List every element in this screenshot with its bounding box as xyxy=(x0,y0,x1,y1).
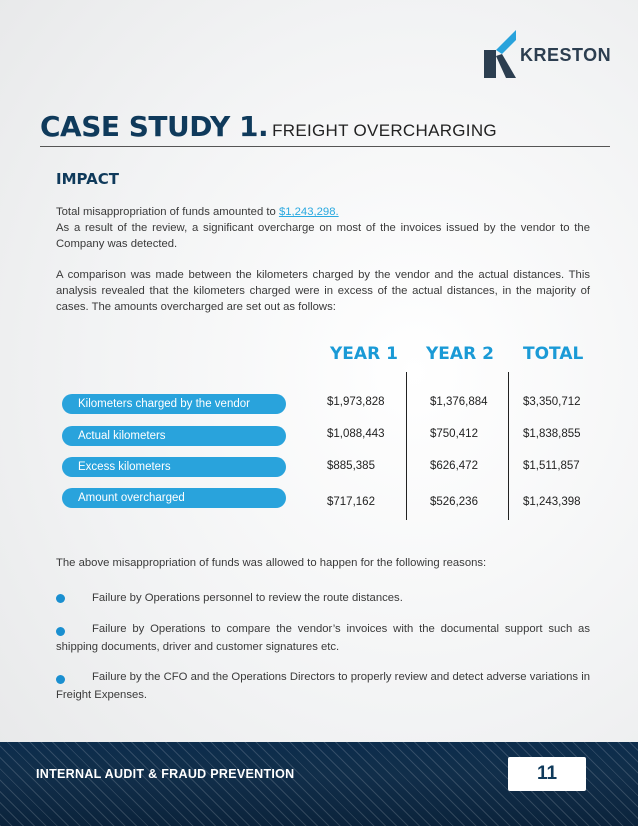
row-label-kilometers-charged: Kilometers charged by the vendor xyxy=(62,394,286,414)
table-cell: $526,236 xyxy=(430,496,478,508)
reason-item xyxy=(56,589,590,607)
title-main: CASE STUDY 1. xyxy=(40,110,269,143)
table-cell: $1,838,855 xyxy=(523,428,581,440)
page-number: 11 xyxy=(508,757,586,791)
brand-name: KRESTON xyxy=(520,44,612,65)
column-header-year-1: YEAR 1 xyxy=(330,344,398,364)
kreston-k-icon xyxy=(482,30,518,80)
reason-text: Failure by Operations personnel to review the route distances. xyxy=(92,592,403,604)
column-header-year-2: YEAR 2 xyxy=(426,344,494,364)
table-cell: $1,973,828 xyxy=(327,396,385,408)
table-cell: $717,162 xyxy=(327,496,375,508)
title-sub: FREIGHT OVERCHARGING xyxy=(272,121,497,140)
paragraph-1-rest: As a result of the review, a significant overcharge on most of the invoices issued by the vendor to the Company was detected. xyxy=(56,222,590,250)
reason-item xyxy=(56,668,590,704)
total-amount-link[interactable]: $1,243,298. xyxy=(278,206,339,218)
table-cell: $1,511,857 xyxy=(523,460,580,472)
table-cell: $1,376,884 xyxy=(430,396,488,408)
row-label-amount-overcharged: Amount overcharged xyxy=(62,488,286,508)
paragraph-1-lead: Total misappropriation of funds amounted to xyxy=(56,206,279,218)
column-header-total: TOTAL xyxy=(523,344,584,364)
footer-title: INTERNAL AUDIT & FRAUD PREVENTION xyxy=(36,767,295,781)
table-cell: $626,472 xyxy=(430,460,478,472)
table-cell: $750,412 xyxy=(430,428,478,440)
reason-text: Failure by the CFO and the Operations Directors to properly review and detect adverse variations in Freight Expenses. xyxy=(56,671,590,701)
page-title xyxy=(40,110,610,147)
column-divider xyxy=(508,372,509,520)
reasons-intro: The above misappropriation of funds was allowed to happen for the following reasons: xyxy=(56,557,487,569)
row-label-actual-kilometers: Actual kilometers xyxy=(62,426,286,446)
table-cell: $885,385 xyxy=(327,460,375,472)
table-cell: $3,350,712 xyxy=(523,396,581,408)
reason-item xyxy=(56,620,590,656)
row-label-excess-kilometers: Excess kilometers xyxy=(62,457,286,477)
section-heading: IMPACT xyxy=(56,170,119,188)
kreston-logo xyxy=(482,30,611,80)
reason-text: Failure by Operations to compare the vendor’s invoices with the documental support such as shipping documents, driver and customer signatures etc. xyxy=(56,623,590,653)
paragraph-1 xyxy=(56,204,590,252)
table-cell: $1,088,443 xyxy=(327,428,385,440)
table-cell: $1,243,398 xyxy=(523,496,581,508)
paragraph-2: A comparison was made between the kilometers charged by the vendor and the actual distances. This analysis revealed that the kilometers charged were in excess of the actual distances, in the majority of cases. The amounts overcharged are set out as follows: xyxy=(56,269,590,313)
column-divider xyxy=(406,372,407,520)
